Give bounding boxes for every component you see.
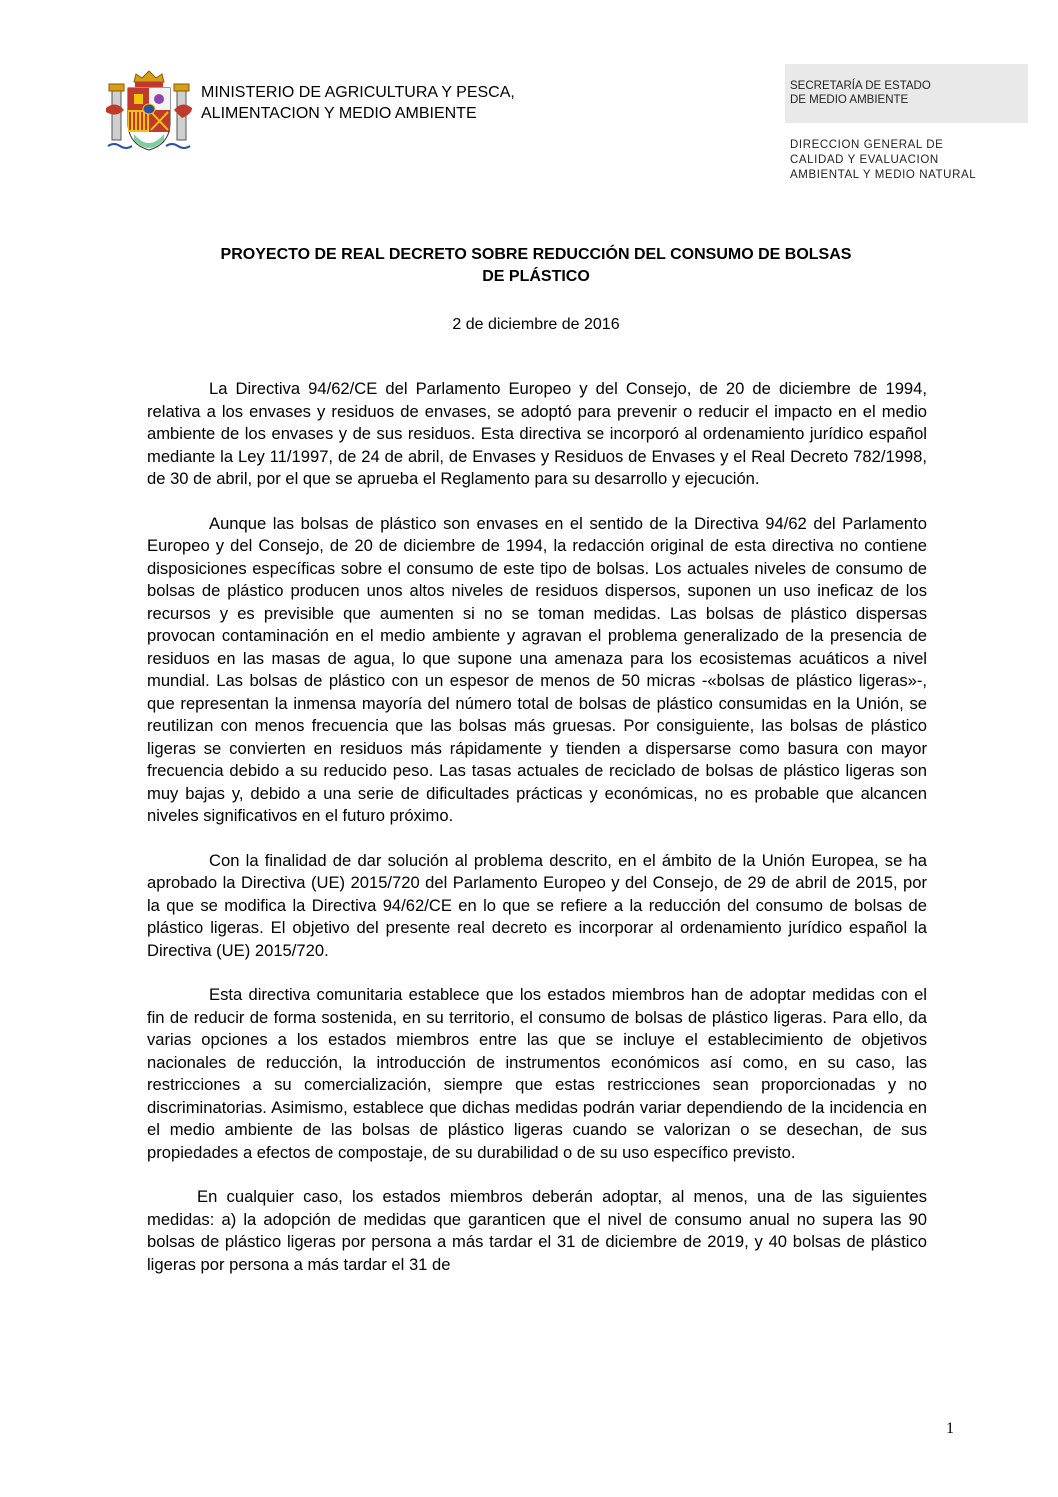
page-number: 1	[946, 1420, 954, 1437]
title-line-1: PROYECTO DE REAL DECRETO SOBRE REDUCCIÓN DEL CONSUMO DE BOLSAS	[220, 246, 852, 263]
direccion-label	[790, 138, 976, 183]
direccion-line-1: DIRECCION GENERAL DE	[790, 139, 944, 151]
paragraph-2: Aunque las bolsas de plástico son envases en el sentido de la Directiva 94/62 del Parlamento Europeo y del Consejo, de 20 de diciembre de 1994, la redacción original de esta directiva no contiene disposiciones específicas sobre el consumo de este tipo de bolsas. Los actuales niveles de consumo de bolsas de plástico producen unos altos niveles de residuos dispersos, suponen un uso ineficaz de los recursos y es previsible que aumenten si no se toman medidas. Las bolsas de plástico dispersas provocan contaminación en el medio ambiente y agravan el problema generalizado de la presencia de residuos en las masas de agua, lo que supone una amenaza para los ecosistemas acuáticos a nivel mundial. Las bolsas de plástico con un espesor de menos de 50 micras -«bolsas de plástico ligeras»-, que representan la inmensa mayoría del número total de bolsas de plástico consumidas en la Unión, se reutilizan con menos frecuencia que las bolsas más gruesas. Por consiguiente, las bolsas de plástico ligeras se convierten en residuos más rápidamente y tienden a dispersarse como basura con mayor frecuencia debido a su reducido peso. Las tasas actuales de reciclado de bolsas de plástico ligeras son muy bajas y, debido a una serie de dificultades prácticas y económicas, no es probable que alcancen niveles significativos en el futuro próximo.	[147, 513, 927, 825]
secretaria-line-2: DE MEDIO AMBIENTE	[790, 94, 909, 106]
secretaria-label	[790, 79, 931, 107]
ministry-name	[201, 82, 515, 124]
direccion-line-2: CALIDAD Y EVALUACION	[790, 154, 939, 166]
paragraph-5: En cualquier caso, los estados miembros deberán adoptar, al menos, una de las siguientes medidas: a) la adopción de medidas que garanticen que el nivel de consumo anual no supera las 90 bolsas de plástico ligeras por persona a más tardar el 31 de diciembre de 2019, y 40 bolsas de plástico ligeras por persona a más tardar el 31 de	[147, 1187, 927, 1274]
ministry-line-1: MINISTERIO DE AGRICULTURA Y PESCA,	[201, 84, 515, 101]
document-date: 2 de diciembre de 2016	[452, 316, 620, 333]
paragraph-4: Esta directiva comunitaria establece que los estados miembros han de adoptar medidas con el fin de reducir de forma sostenida, en su territorio, el consumo de bolsas de plástico ligeras. Para ello, da varias opciones a los estados miembros entre las que se incluye el establecimiento de objetivos nacionales de reducción, la introducción de instrumentos económicos así como, en su caso, las restricciones a su comercialización, siempre que estas restricciones sean proporcionadas y no discriminatorias. Asimismo, establece que dichas medidas podrán variar dependiendo de la incidencia en el medio ambiente de las bolsas de plástico ligeras cuando se valorizan o se desechan, de sus propiedades a efectos de compostaje, de su durabilidad o de su uso específico previsto.	[147, 985, 927, 1162]
ministry-line-2: ALIMENTACION Y MEDIO AMBIENTE	[201, 105, 477, 122]
direccion-line-3: AMBIENTAL Y MEDIO NATURAL	[790, 169, 977, 181]
document-body	[147, 378, 927, 1298]
title-line-2: DE PLÁSTICO	[482, 268, 590, 285]
paragraph-1: La Directiva 94/62/CE del Parlamento Europeo y del Consejo, de 20 de diciembre de 1994, relativa a los envases y residuos de envases, se adoptó para prevenir o reducir el impacto en el medio ambiente de los envases y de sus residuos. Esta directiva se incorporó al ordenamiento jurídico español mediante la Ley 11/1997, de 24 de abril, de Envases y Residuos de Envases y el Real Decreto 782/1998, de 30 de abril, por el que se aprueba el Reglamento para su desarrollo y ejecución.	[147, 379, 927, 488]
document-title	[140, 244, 932, 288]
secretaria-line-1: SECRETARÍA DE ESTADO	[790, 80, 931, 92]
coat-of-arms-icon	[104, 68, 194, 156]
paragraph-3: Con la finalidad de dar solución al problema descrito, en el ámbito de la Unión Europea, se ha aprobado la Directiva (UE) 2015/720 del Parlamento Europeo y del Consejo, de 29 de abril de 2015, por la que se modifica la Directiva 94/62/CE en lo que se refiere a la reducción del consumo de bolsas de plástico ligeras. El objetivo del presente real decreto es incorporar al ordenamiento jurídico español la Directiva (UE) 2015/720.	[147, 850, 927, 960]
